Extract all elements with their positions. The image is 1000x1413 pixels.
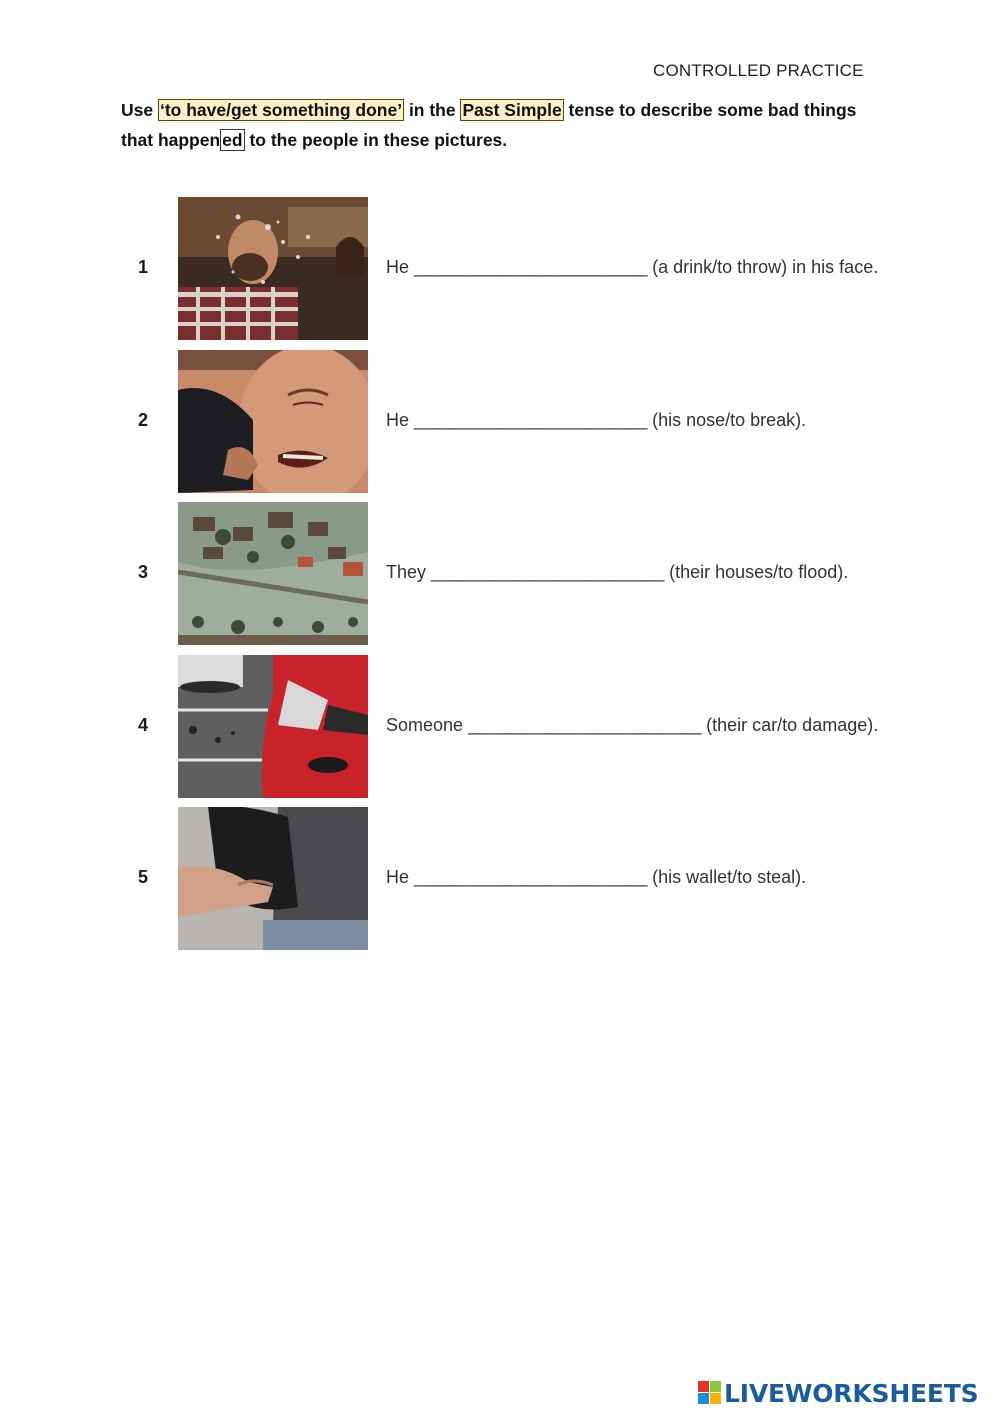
- section-title: CONTROLLED PRACTICE: [653, 61, 864, 80]
- sentence-prompt: (their houses/to flood).: [669, 562, 849, 582]
- sentence-prompt: (their car/to damage).: [706, 715, 879, 735]
- exercise-number: 5: [138, 867, 149, 887]
- exercise-sentence: [386, 867, 806, 888]
- exercise-sentence: [386, 410, 806, 431]
- sentence-prompt: (a drink/to throw) in his face.: [652, 257, 879, 277]
- instructions-text: to the people in these pictures.: [244, 130, 508, 150]
- damaged-car-photo: [178, 655, 368, 798]
- exercise-number: 1: [138, 257, 149, 277]
- answer-blank[interactable]: ________________________: [414, 867, 648, 887]
- sentence-subject: He: [386, 410, 410, 430]
- highlight-structure: ‘to have/get something done’: [159, 100, 403, 120]
- exercise-number: 4: [138, 715, 149, 735]
- drink-thrown-photo: [178, 197, 368, 340]
- exercise-row: [0, 502, 1000, 645]
- exercise-row: [0, 807, 1000, 950]
- answer-blank[interactable]: ________________________: [414, 257, 648, 277]
- exercise-sentence: [386, 562, 848, 583]
- answer-blank[interactable]: ________________________: [414, 410, 648, 430]
- sentence-prompt: (his nose/to break).: [652, 410, 807, 430]
- exercise-number: 3: [138, 562, 149, 582]
- brand-name: LIVEWORKSHEETS: [724, 1378, 979, 1408]
- brand-logo[interactable]: [698, 1377, 978, 1409]
- sentence-subject: He: [386, 257, 410, 277]
- exercise-row: [0, 655, 1000, 798]
- exercise-number: 2: [138, 410, 149, 430]
- answer-blank[interactable]: ________________________: [431, 562, 665, 582]
- exercise-row: [0, 197, 1000, 340]
- sentence-subject: They: [386, 562, 427, 582]
- liveworksheets-icon: [698, 1379, 722, 1407]
- pickpocket-photo: [178, 807, 368, 950]
- exercise-row: [0, 350, 1000, 493]
- exercise-sentence: [386, 715, 878, 736]
- punch-face-photo: [178, 350, 368, 493]
- boxed-suffix: ed: [222, 130, 243, 150]
- instructions: [121, 95, 881, 155]
- flooded-houses-photo: [178, 502, 368, 645]
- exercise-sentence: [386, 257, 878, 278]
- sentence-prompt: (his wallet/to steal).: [652, 867, 807, 887]
- sentence-subject: Someone: [386, 715, 464, 735]
- instructions-text: Use: [121, 100, 158, 120]
- instructions-text: in the: [404, 100, 461, 120]
- instructions-text: tense to describe some bad things that happen: [121, 100, 857, 150]
- answer-blank[interactable]: ________________________: [468, 715, 702, 735]
- highlight-tense: Past Simple: [462, 100, 562, 120]
- sentence-subject: He: [386, 867, 410, 887]
